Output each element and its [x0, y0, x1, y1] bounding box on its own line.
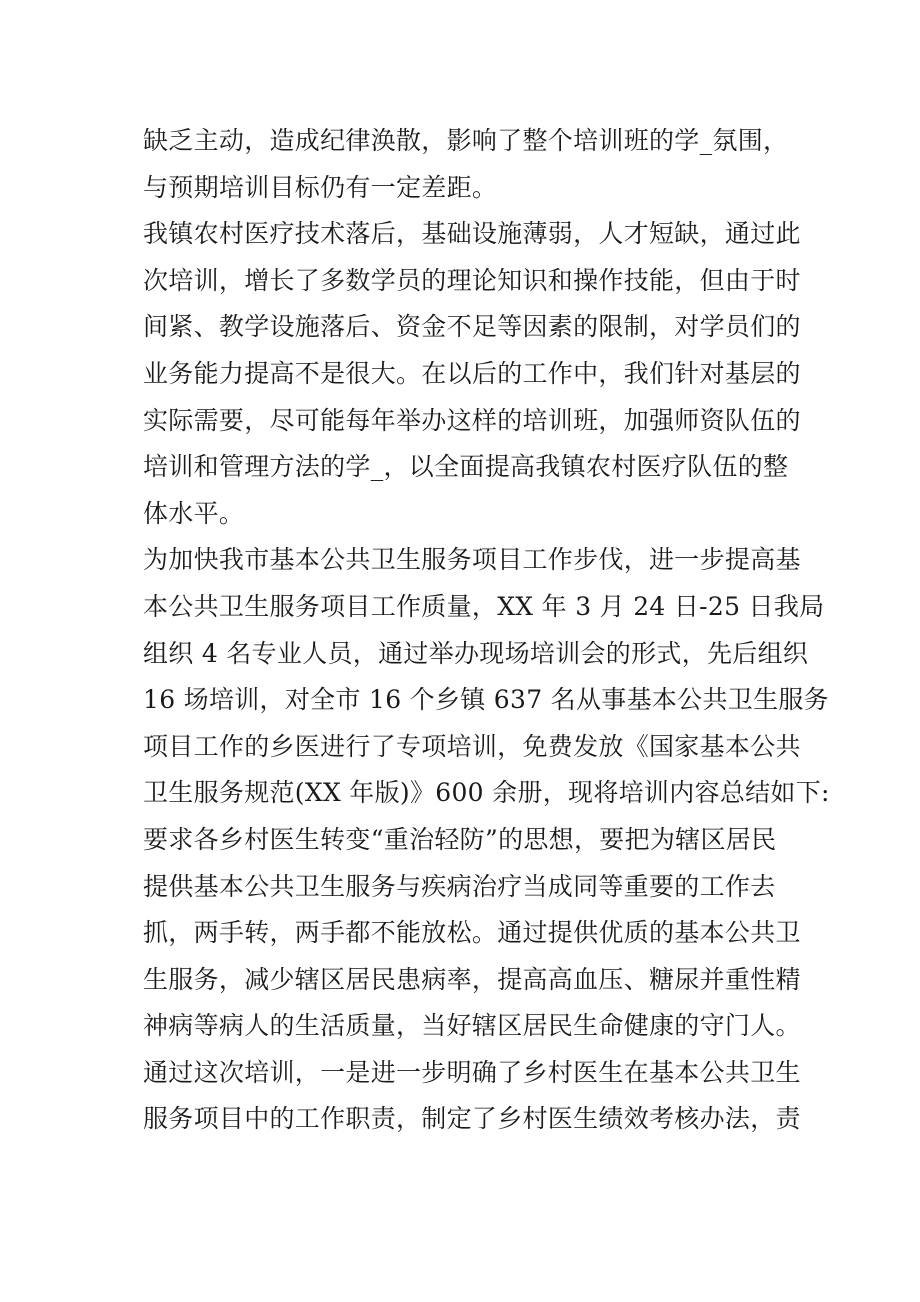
- text-line: 我镇农村医疗技术落后，基础设施薄弱，人才短缺，通过此: [143, 219, 801, 249]
- text-line: 为加快我市基本公共卫生服务项目工作步伐，进一步提高基: [143, 545, 801, 575]
- text-line: 次培训，增长了多数学员的理论知识和操作技能，但由于时: [143, 265, 801, 295]
- text-line: 卫生服务规范(XX 年版)》600 余册，现将培训内容总结如下:: [143, 778, 830, 808]
- text-line: 服务项目中的工作职责，制定了乡村医生绩效考核办法，责: [143, 1104, 801, 1134]
- text-line: 培训和管理方法的学_，以全面提高我镇农村医疗队伍的整: [143, 452, 789, 482]
- text-line: 16 场培训，对全市 16 个乡镇 637 名从事基本公共卫生服务: [143, 685, 829, 715]
- text-line: 提供基本公共卫生服务与疾病治疗当成同等重要的工作去: [143, 871, 776, 901]
- text-line: 与预期培训目标仍有一定差距。: [143, 172, 498, 202]
- text-line: 通过这次培训，一是进一步明确了乡村医生在基本公共卫生: [143, 1057, 801, 1087]
- text-line: 业务能力提高不是很大。在以后的工作中，我们针对基层的: [143, 358, 801, 388]
- text-line: 项目工作的乡医进行了专项培训，免费发放《国家基本公共: [143, 731, 801, 761]
- text-line: 实际需要，尽可能每年举办这样的培训班，加强师资队伍的: [143, 405, 801, 435]
- text-line: 要求各乡村医生转变“重治轻防”的思想，要把为辖区居民: [143, 824, 777, 854]
- text-line: 间紧、教学设施落后、资金不足等因素的限制，对学员们的: [143, 312, 801, 342]
- text-line: 体水平。: [143, 498, 245, 528]
- text-line: 组织 4 名专业人员，通过举办现场培训会的形式，先后组织: [143, 638, 809, 668]
- text-line: 本公共卫生服务项目工作质量，XX 年 3 月 24 日-25 日我局: [143, 591, 825, 621]
- text-line: 缺乏主动，造成纪律涣散，影响了整个培训班的学_氛围，: [143, 126, 789, 155]
- body-text: [143, 118, 830, 1143]
- text-line: 抓，两手转，两手都不能放松。通过提供优质的基本公共卫: [143, 918, 801, 948]
- text-line: 神病等病人的生活质量，当好辖区居民生命健康的守门人。: [143, 1011, 801, 1041]
- text-line: 生服务，减少辖区居民患病率，提高高血压、糖尿并重性精: [143, 964, 801, 994]
